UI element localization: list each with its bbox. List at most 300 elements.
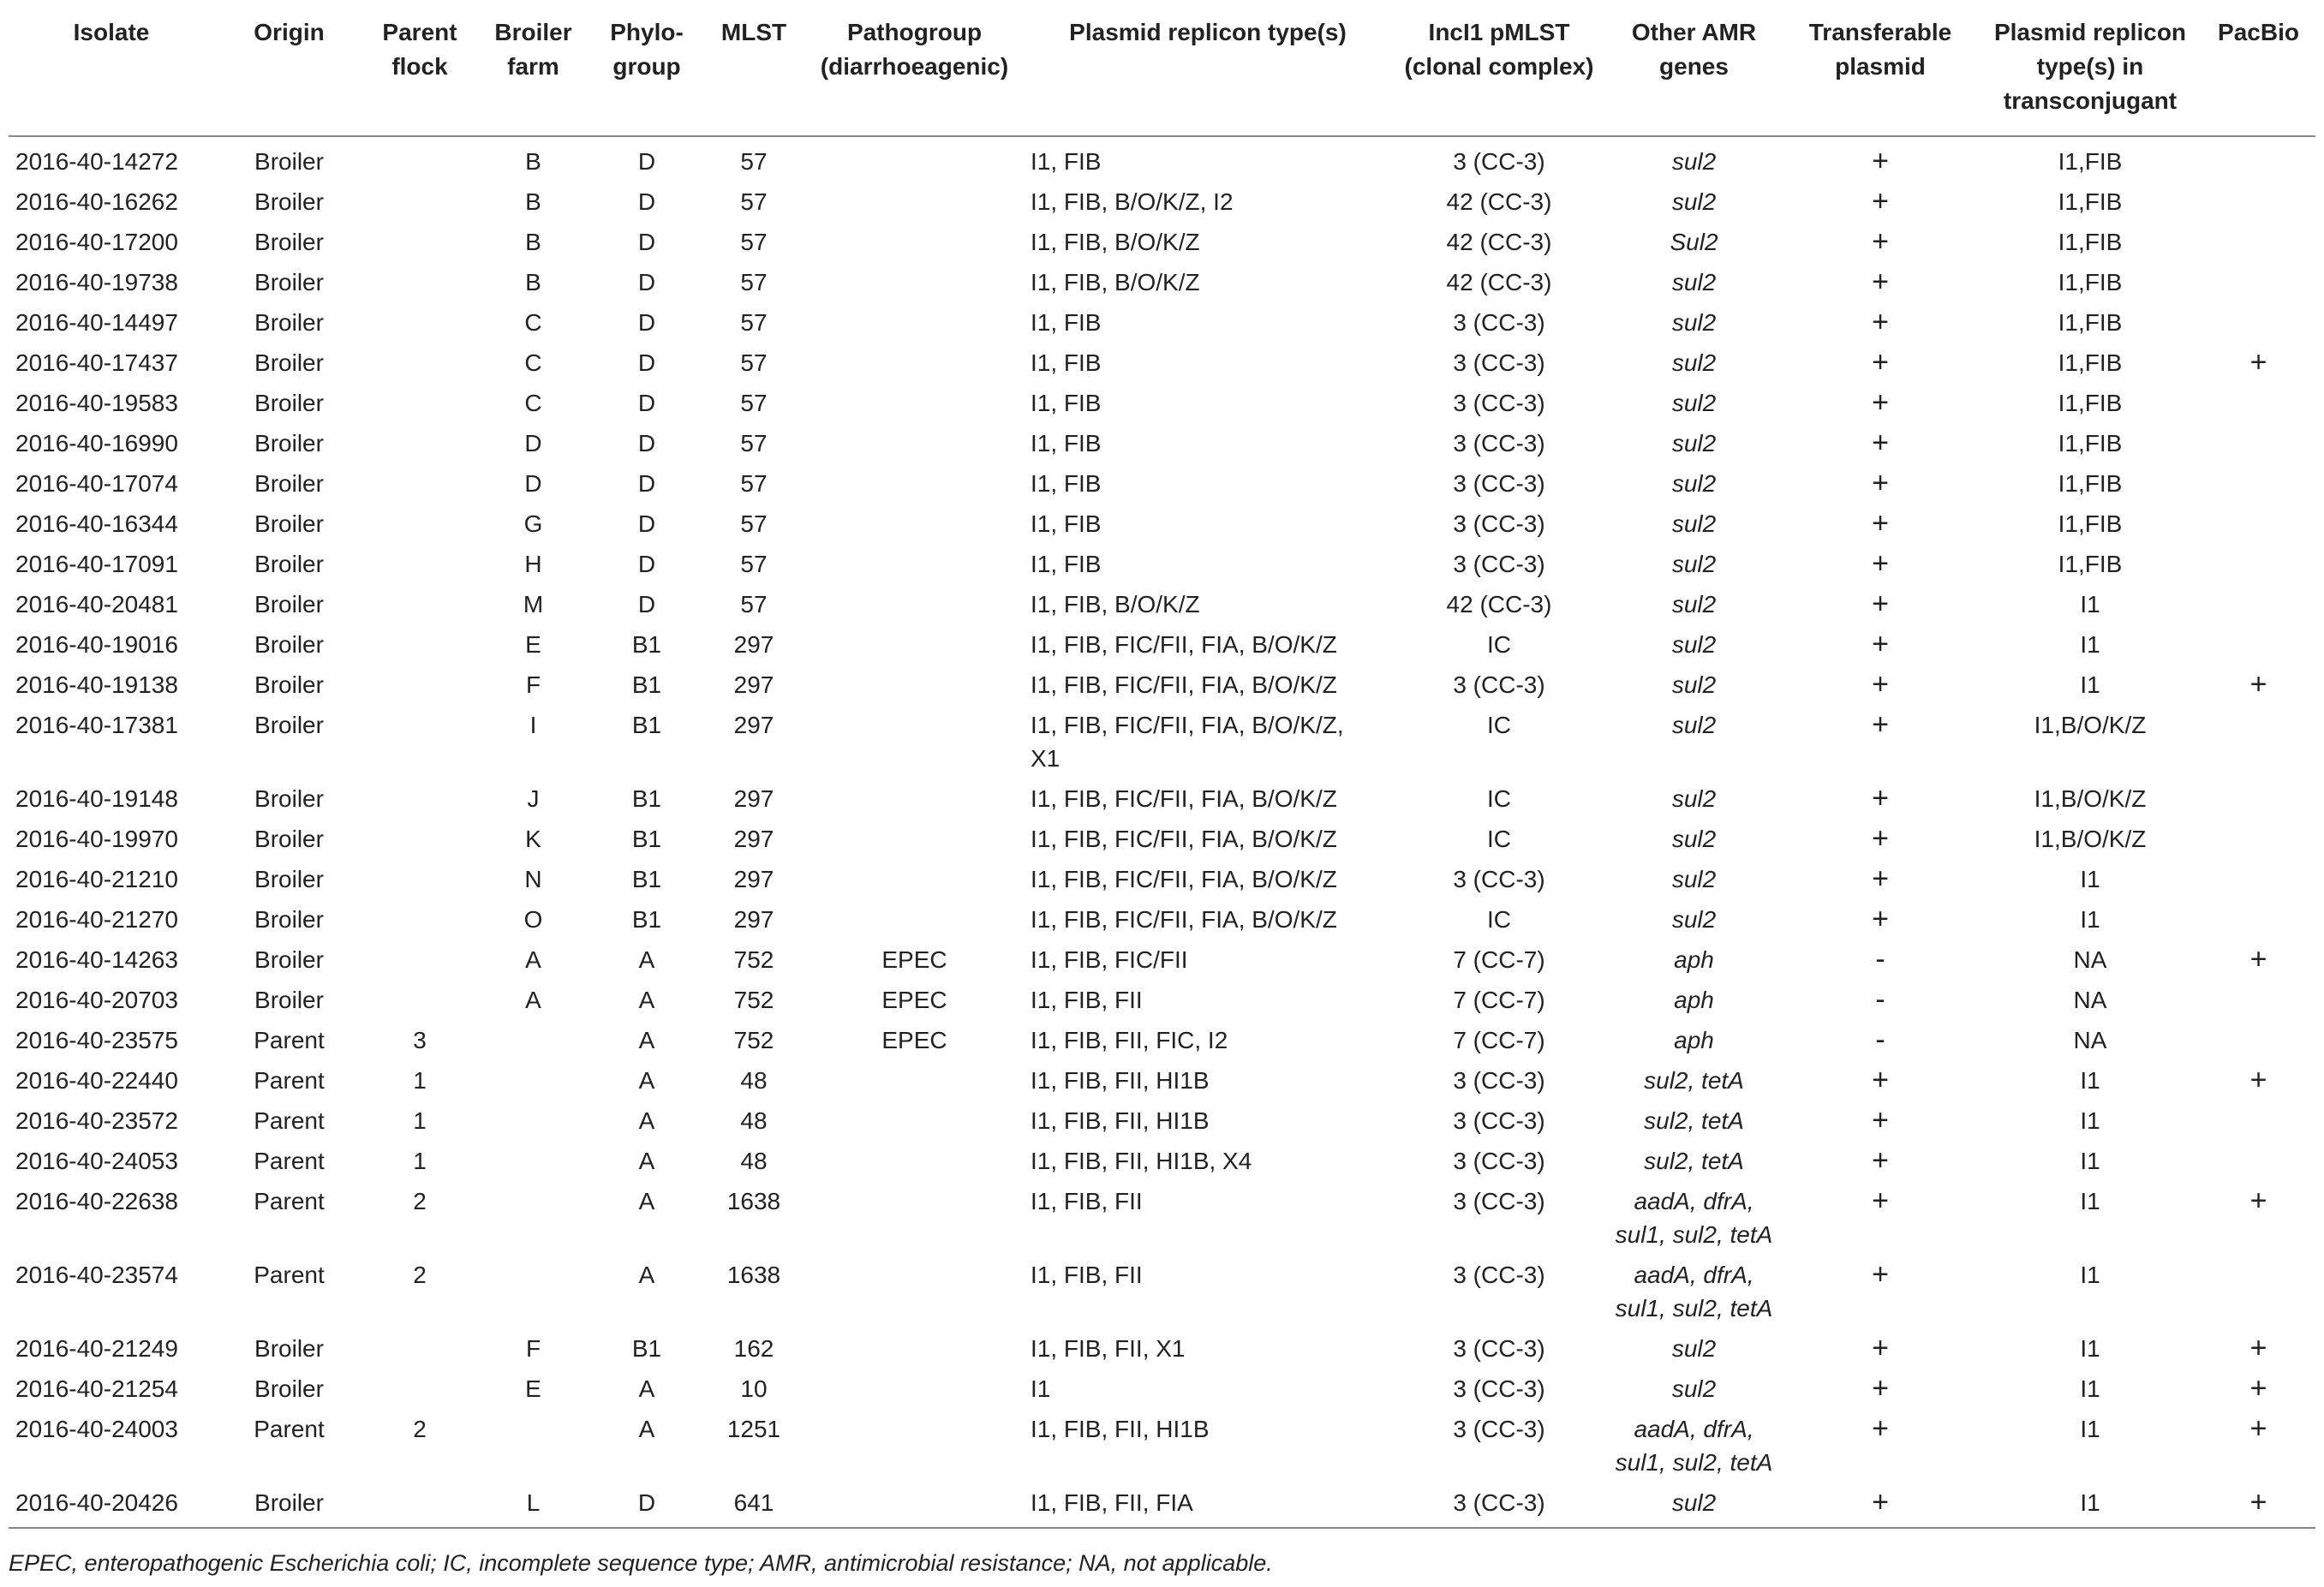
cell-parent-flock [364,708,475,782]
table-row [9,903,2315,943]
cell-parent-flock: 1 [413,1107,427,1134]
cell-other-amr-genes: sul2 [1671,1335,1717,1362]
cell-pacbio [2202,265,2315,306]
cell-inci1-pmlst: 3 (CC-3) [1453,1148,1545,1174]
cell-parent-flock [364,1486,475,1528]
cell-parent-flock [364,136,475,185]
cell-pathogroup [805,265,1024,306]
cell-pacbio: + [2249,1332,2267,1364]
cell-inci1-pmlst: IC [1487,826,1511,852]
cell-parent-flock: 3 [413,1027,427,1053]
cell-broiler-farm: C [524,349,542,376]
cell-inci1-pmlst: 3 (CC-3) [1453,148,1545,175]
cell-broiler-farm: I [529,712,537,738]
cell-parent-flock [364,983,475,1023]
table-row [9,467,2315,507]
cell-pathogroup: EPEC [881,1027,947,1053]
cell-broiler-farm: K [525,826,541,852]
cell-pathogroup [805,708,1024,782]
cell-origin: Broiler [254,1335,324,1362]
cell-other-amr-genes: sul2 [1671,269,1717,295]
cell-pathogroup [805,1486,1024,1528]
cell-phylogroup: A [638,1067,655,1094]
cell-inci1-pmlst: 3 (CC-3) [1453,1107,1545,1134]
cell-mlst: 10 [740,1375,768,1402]
cell-other-amr-genes: sul2 [1606,1486,1782,1528]
cell-inci1-pmlst: 3 (CC-3) [1453,309,1545,336]
cell-pathogroup [805,1412,1024,1486]
cell-isolate: 2016-40-17381 [15,712,178,738]
cell-phylogroup: D [637,551,656,577]
cell-isolate: 2016-40-16262 [15,188,178,215]
cell-isolate: 2016-40-20481 [15,591,178,617]
cell-pacbio [2202,588,2315,628]
cell-parent-flock [364,265,475,306]
cell-plasmid-replicon-types: I1, FIB, FII, HI1B, X4 [1031,1148,1252,1174]
cell-origin: Broiler [254,510,324,537]
header-inci1-pmlst: IncI1 pMLST (clonal complex) [1392,9,1606,136]
cell-isolate: 2016-40-17200 [15,229,178,255]
cell-transferable-plasmid: + [1872,862,1889,895]
cell-plasmid-replicon-types: I1, FIB, FIC/FII, FIA, B/O/K/Z [1031,866,1337,892]
cell-other-amr-genes: sul2 [1671,671,1717,698]
table-row [9,1064,2315,1104]
cell-isolate: 2016-40-23575 [15,1027,178,1053]
cell-transferable-plasmid: - [1875,1023,1885,1056]
cell-transferable-plasmid: + [1872,1104,1889,1137]
cell-transconjugant-replicon-types: I1 [1979,1486,2202,1528]
cell-inci1-pmlst: 42 (CC-3) [1446,188,1552,215]
cell-transconjugant-replicon-types: I1,FIB [2058,551,2123,577]
cell-inci1-pmlst: 3 (CC-3) [1453,1335,1545,1362]
cell-inci1-pmlst: 3 (CC-3) [1453,510,1545,537]
cell-isolate: 2016-40-20703 [15,987,178,1013]
cell-transferable-plasmid: + [1872,225,1889,258]
cell-pathogroup [805,1372,1024,1412]
cell-pacbio: + [2249,1184,2267,1217]
cell-transferable-plasmid: + [1872,782,1889,814]
cell-origin: Broiler [254,671,324,698]
cell-transferable-plasmid: + [1872,1144,1889,1177]
cell-phylogroup: D [637,430,656,456]
cell-other-amr-genes: Sul2 [1670,229,1718,255]
cell-origin: Broiler [254,229,324,255]
cell-plasmid-replicon-types: I1, FIB [1031,510,1102,537]
cell-transferable-plasmid: + [1872,346,1889,379]
cell-origin: Broiler [254,631,324,658]
cell-phylogroup: A [638,1262,655,1288]
cell-broiler-farm [475,1064,591,1104]
cell-mlst: 57 [740,148,768,175]
cell-origin: Broiler [254,551,324,577]
cell-pacbio [2202,185,2315,225]
cell-transferable-plasmid: + [1872,386,1889,419]
cell-phylogroup: D [637,470,656,497]
cell-transconjugant-replicon-types: I1,B/O/K/Z [2034,712,2147,738]
cell-transconjugant-replicon-types: I1,FIB [2058,269,2123,295]
cell-plasmid-replicon-types: I1, FIB, FIC/FII, FIA, B/O/K/Z, X1 [1031,712,1344,772]
cell-other-amr-genes: sul2 [1671,631,1717,658]
cell-phylogroup: D [637,269,656,295]
cell-isolate: 2016-40-19138 [15,671,178,698]
cell-origin: Parent [254,1416,325,1442]
cell-broiler-farm: A [525,946,541,973]
cell-parent-flock: 1 [413,1067,427,1094]
cell-phylogroup: D [637,510,656,537]
cell-pacbio [2202,386,2315,427]
cell-transferable-plasmid: + [1872,145,1889,177]
cell-phylogroup: D [637,188,656,215]
cell-pathogroup [805,1184,1024,1258]
cell-parent-flock [364,822,475,862]
cell-transconjugant-replicon-types: I1 [2080,1416,2100,1442]
cell-transferable-plasmid: + [1872,628,1889,660]
cell-plasmid-replicon-types: I1, FIB, FII, HI1B [1031,1107,1210,1134]
cell-transconjugant-replicon-types: I1 [2080,1148,2100,1174]
table-row [9,983,2315,1023]
cell-mlst: 297 [733,826,774,852]
cell-broiler-farm: J [527,785,540,812]
cell-transconjugant-replicon-types: I1 [2080,906,2100,933]
cell-transconjugant-replicon-types: I1 [2080,671,2100,698]
cell-origin: Broiler [254,188,324,215]
cell-pathogroup [805,822,1024,862]
header-plasmid-replicon-types: Plasmid replicon type(s) [1024,9,1392,136]
table-row [9,862,2315,903]
cell-broiler-farm [475,1144,591,1184]
cell-broiler-farm: G [523,510,543,537]
cell-phylogroup: B1 [631,712,662,738]
cell-transconjugant-replicon-types: I1,FIB [2058,309,2123,336]
cell-broiler-farm: C [524,390,542,416]
cell-pacbio [2202,708,2315,782]
cell-inci1-pmlst: 3 (CC-3) [1453,1375,1545,1402]
cell-parent-flock [364,903,475,943]
cell-pacbio: + [2249,1064,2267,1096]
cell-mlst: 57 [740,551,768,577]
cell-parent-flock: 2 [413,1262,427,1288]
header-pathogroup: Pathogroup (diarrhoeagenic) [805,9,1024,136]
cell-plasmid-replicon-types: I1, FIB, B/O/K/Z [1031,591,1200,617]
cell-transconjugant-replicon-types: I1 [2080,1262,2100,1288]
cell-other-amr-genes: sul2 [1671,188,1717,215]
table-body [9,136,2315,1528]
cell-transconjugant-replicon-types: I1 [2080,1107,2100,1134]
cell-inci1-pmlst: 3 (CC-3) [1453,430,1545,456]
cell-pathogroup [805,1104,1024,1144]
cell-origin: Broiler [254,826,324,852]
cell-other-amr-genes: sul2 [1671,470,1717,497]
header-isolate: Isolate [9,9,214,136]
cell-broiler-farm [475,1023,591,1064]
cell-origin: Parent [254,1027,325,1053]
cell-phylogroup: B1 [631,906,662,933]
cell-broiler-farm: F [525,1335,541,1362]
cell-broiler-farm: E [525,631,541,658]
cell-parent-flock: 2 [413,1416,427,1442]
cell-inci1-pmlst: 7 (CC-7) [1453,987,1545,1013]
cell-inci1-pmlst: 42 (CC-3) [1446,229,1552,255]
cell-other-amr-genes: aadA, dfrA, sul1, sul2, tetA [1615,1188,1773,1248]
cell-broiler-farm: D [524,470,542,497]
cell-parent-flock [364,862,475,903]
cell-pacbio [2202,1144,2315,1184]
cell-isolate: 2016-40-19016 [15,631,178,658]
cell-broiler-farm [475,1258,591,1332]
cell-origin: Broiler [254,148,324,175]
table-row [9,547,2315,588]
cell-transconjugant-replicon-types: I1,B/O/K/Z [2034,785,2147,812]
cell-plasmid-replicon-types: I1, FIB, B/O/K/Z, I2 [1031,188,1234,215]
cell-inci1-pmlst: 3 (CC-3) [1453,390,1545,416]
cell-parent-flock: 1 [413,1148,427,1174]
cell-transferable-plasmid: + [1872,903,1889,935]
cell-parent-flock [364,507,475,547]
cell-transferable-plasmid: + [1872,822,1889,855]
table-row [9,1023,2315,1064]
cell-isolate: 2016-40-19583 [15,390,178,416]
cell-plasmid-replicon-types: I1, FIB [1031,148,1102,175]
cell-other-amr-genes: sul2 [1671,510,1717,537]
cell-mlst: 297 [733,866,774,892]
cell-other-amr-genes: sul2 [1671,1375,1717,1402]
cell-isolate: 2016-40-21270 [15,906,178,933]
cell-phylogroup: D [637,229,656,255]
cell-transconjugant-replicon-types: I1 [2080,1067,2100,1094]
cell-pathogroup [805,862,1024,903]
table-row [9,306,2315,346]
cell-parent-flock [364,1332,475,1372]
cell-parent-flock [364,628,475,668]
cell-inci1-pmlst: IC [1487,631,1511,658]
cell-phylogroup: A [638,1107,655,1134]
cell-mlst: 1638 [726,1188,781,1214]
cell-origin: Parent [254,1148,325,1174]
cell-mlst: 57 [740,510,768,537]
header-pacbio: PacBio [2202,9,2315,136]
cell-transconjugant-replicon-types: I1,FIB [2058,470,2123,497]
cell-plasmid-replicon-types: I1, FIB, FII, FIC, I2 [1031,1027,1228,1053]
cell-pathogroup [805,1332,1024,1372]
cell-other-amr-genes: sul2 [1671,349,1717,376]
cell-isolate: 2016-40-17074 [15,470,178,497]
cell-parent-flock [364,782,475,822]
cell-pathogroup [805,547,1024,588]
cell-other-amr-genes: aadA, dfrA, sul1, sul2, tetA [1615,1262,1773,1322]
cell-plasmid-replicon-types: I1, FIB, FII [1031,1188,1143,1214]
cell-origin: Parent [254,1067,325,1094]
cell-pathogroup [805,467,1024,507]
cell-broiler-farm: B [525,148,541,175]
cell-inci1-pmlst: 3 (CC-3) [1453,349,1545,376]
cell-isolate: 2016-40-16344 [15,510,178,537]
cell-pathogroup [805,1258,1024,1332]
cell-parent-flock [364,547,475,588]
cell-isolate: 2016-40-22440 [15,1067,178,1094]
cell-transferable-plasmid: + [1872,1372,1889,1405]
isolate-table [9,9,2315,1529]
cell-transferable-plasmid: + [1872,507,1889,540]
cell-pathogroup [805,782,1024,822]
cell-phylogroup: A [638,987,655,1013]
table-row [9,708,2315,782]
cell-mlst: 752 [733,946,774,973]
cell-broiler-farm: N [524,866,542,892]
cell-broiler-farm: B [525,269,541,295]
cell-pathogroup [805,507,1024,547]
cell-pacbio: + [2202,1486,2315,1528]
cell-parent-flock [364,386,475,427]
cell-phylogroup: B1 [631,785,662,812]
cell-isolate: 2016-40-24053 [15,1148,178,1174]
cell-inci1-pmlst: IC [1487,712,1511,738]
cell-mlst: 57 [740,349,768,376]
cell-pacbio [2202,467,2315,507]
cell-mlst: 48 [740,1107,768,1134]
header-row [9,9,2315,136]
cell-transferable-plasmid: + [1872,708,1889,741]
cell-parent-flock [364,943,475,983]
cell-other-amr-genes: sul2 [1671,866,1717,892]
cell-pacbio [2202,306,2315,346]
cell-other-amr-genes: sul2 [1671,591,1717,617]
cell-pacbio [2202,507,2315,547]
cell-other-amr-genes: sul2, tetA [1644,1107,1744,1134]
cell-inci1-pmlst: 7 (CC-7) [1453,946,1545,973]
cell-pacbio [2202,225,2315,265]
cell-mlst: 297 [733,785,774,812]
table-row [9,1144,2315,1184]
cell-pacbio [2202,983,2315,1023]
cell-other-amr-genes: aadA, dfrA, sul1, sul2, tetA [1615,1416,1773,1476]
table-row [9,346,2315,386]
header-mlst: MLST [702,9,805,136]
cell-phylogroup: B1 [631,1335,662,1362]
cell-parent-flock: 2 [413,1188,427,1214]
table-row [9,136,2315,185]
cell-transconjugant-replicon-types: NA [2073,1027,2107,1053]
cell-origin: Broiler [254,269,324,295]
cell-pacbio: + [2249,346,2267,379]
cell-transferable-plasmid: + [1872,185,1889,218]
cell-phylogroup: A [638,1188,655,1214]
cell-plasmid-replicon-types: I1, FIB [1031,349,1102,376]
cell-mlst: 57 [740,470,768,497]
header-parent-flock: Parent flock [364,9,475,136]
cell-inci1-pmlst: 7 (CC-7) [1453,1027,1545,1053]
cell-inci1-pmlst: 3 (CC-3) [1453,1262,1545,1288]
cell-pacbio: + [2249,943,2267,975]
cell-broiler-farm: H [524,551,542,577]
cell-pacbio [2202,136,2315,185]
cell-transconjugant-replicon-types: I1,FIB [2058,430,2123,456]
cell-phylogroup: D [637,591,656,617]
cell-transconjugant-replicon-types: I1,FIB [2058,349,2123,376]
cell-plasmid-replicon-types: I1, FIB [1031,430,1102,456]
cell-mlst: 162 [733,1335,774,1362]
cell-transferable-plasmid: + [1872,427,1889,459]
cell-plasmid-replicon-types: I1, FIB [1031,309,1102,336]
table-row [9,1486,2315,1528]
cell-inci1-pmlst: 3 (CC-3) [1453,1067,1545,1094]
cell-broiler-farm: A [525,987,541,1013]
cell-pathogroup [805,306,1024,346]
cell-pacbio: + [2249,1412,2267,1445]
cell-other-amr-genes: aph [1674,946,1714,973]
cell-pacbio [2202,1023,2315,1064]
table-row [9,427,2315,467]
header-transferable-plasmid: Transferable plasmid [1782,9,1979,136]
cell-plasmid-replicon-types: I1, FIB, FII, HI1B [1031,1067,1210,1094]
cell-origin: Broiler [254,470,324,497]
cell-pathogroup: EPEC [881,987,947,1013]
cell-other-amr-genes: sul2 [1671,712,1717,738]
cell-other-amr-genes: aph [1674,987,1714,1013]
cell-broiler-farm [475,1184,591,1258]
cell-parent-flock [364,346,475,386]
cell-isolate: 2016-40-19970 [15,826,178,852]
cell-other-amr-genes: sul2, tetA [1644,1067,1744,1094]
cell-transferable-plasmid: + [1872,306,1889,338]
cell-transferable-plasmid: + [1872,668,1889,701]
cell-origin: Broiler [254,430,324,456]
cell-parent-flock [364,185,475,225]
table-row [9,1184,2315,1258]
cell-isolate: 2016-40-23574 [15,1262,178,1288]
cell-broiler-farm: B [525,229,541,255]
cell-mlst: 57 [740,229,768,255]
cell-origin: Broiler [254,390,324,416]
cell-inci1-pmlst: IC [1487,906,1511,933]
cell-isolate: 2016-40-22638 [15,1188,178,1214]
cell-broiler-farm: L [475,1486,591,1528]
cell-transferable-plasmid: + [1872,1332,1889,1364]
cell-broiler-farm [475,1412,591,1486]
cell-transconjugant-replicon-types: NA [2073,946,2107,973]
cell-other-amr-genes: sul2 [1671,785,1717,812]
table-row [9,507,2315,547]
cell-origin: Broiler [254,906,324,933]
cell-mlst: 1251 [726,1416,781,1442]
cell-transconjugant-replicon-types: I1,FIB [2058,148,2123,175]
cell-origin: Broiler [254,309,324,336]
table-row [9,588,2315,628]
cell-origin: Broiler [254,866,324,892]
cell-mlst: 57 [740,188,768,215]
cell-broiler-farm: E [525,1375,541,1402]
cell-isolate: 2016-40-16990 [15,430,178,456]
cell-inci1-pmlst: IC [1487,785,1511,812]
cell-mlst: 641 [702,1486,805,1528]
cell-pacbio [2202,1104,2315,1144]
cell-other-amr-genes: sul2 [1671,906,1717,933]
cell-broiler-farm: C [524,309,542,336]
cell-parent-flock [364,467,475,507]
cell-mlst: 48 [740,1067,768,1094]
cell-inci1-pmlst: 42 (CC-3) [1446,269,1552,295]
cell-transferable-plasmid: - [1875,983,1885,1016]
cell-isolate: 2016-40-14263 [15,946,178,973]
cell-plasmid-replicon-types: I1, FIB, FIC/FII, FIA, B/O/K/Z [1031,671,1337,698]
cell-pacbio [2202,782,2315,822]
cell-broiler-farm: B [525,188,541,215]
cell-pathogroup [805,1064,1024,1104]
cell-plasmid-replicon-types: I1 [1031,1375,1051,1402]
cell-isolate: 2016-40-21249 [15,1335,178,1362]
cell-origin: Broiler [254,987,324,1013]
cell-origin: Broiler [254,712,324,738]
table-row [9,943,2315,983]
